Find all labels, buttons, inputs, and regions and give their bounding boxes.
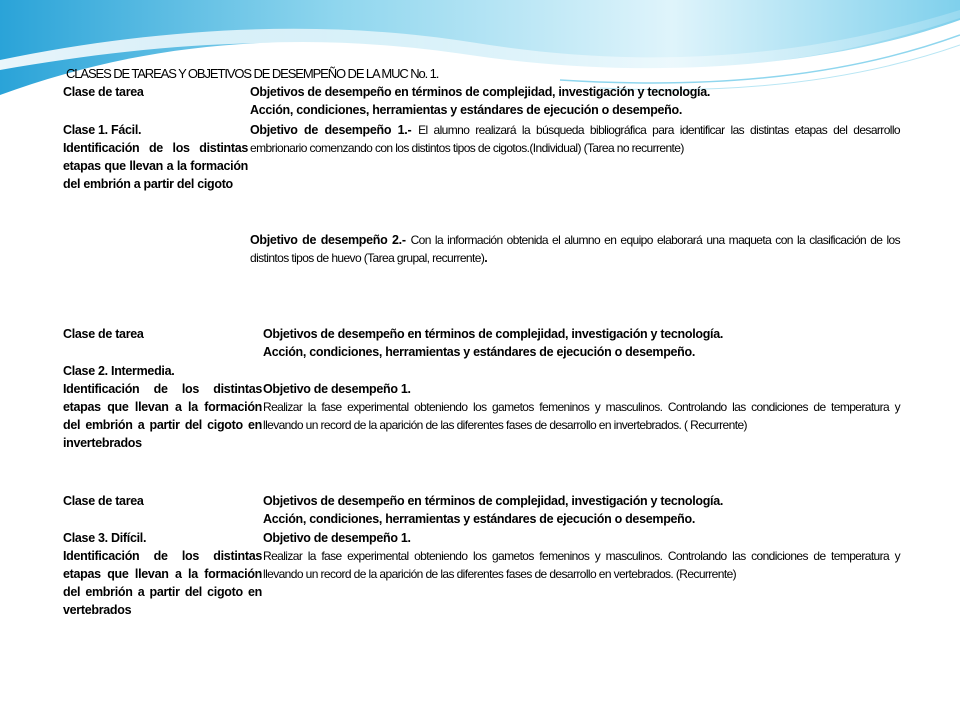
objectives-header <box>263 492 903 528</box>
objectives-header-line-1: Objetivos de desempeño en términos de complejidad, investigación y tecnología. <box>250 85 711 99</box>
objective-1 <box>263 380 900 434</box>
task-class-header: Clase de tarea <box>63 327 144 341</box>
objective-text: Realizar la fase experimental obteniendo los gametos femeninos y masculinos. Controlando las condiciones de temperatura y llevando un record de la aparición de las diferentes fases de desarrollo en vertebrados. (Recurrente) <box>263 549 900 581</box>
class-title: Clase 3. Difícil. <box>63 531 147 545</box>
objectives-header-line-1: Objetivos de desempeño en términos de complejidad, investigación y tecnología. <box>263 494 724 508</box>
objectives-header-line-2: Acción, condiciones, herramientas y estándares de ejecución o desempeño. <box>263 345 696 359</box>
objective-label: Objetivo de desempeño 1.- <box>250 123 412 137</box>
class-title: Clase 2. Intermedia. <box>63 364 175 378</box>
objective-1 <box>263 529 900 583</box>
objective-end-punct: . <box>484 251 488 265</box>
objectives-header-line-2: Acción, condiciones, herramientas y estándares de ejecución o desempeño. <box>263 512 696 526</box>
objective-2 <box>250 231 900 267</box>
objective-1 <box>250 121 900 157</box>
task-class-header: Clase de tarea <box>63 85 144 99</box>
class-title: Clase 1. Fácil. <box>63 123 142 137</box>
objectives-header <box>250 83 900 119</box>
class-description: Identificación de los distintas etapas que llevan a la formación del embrión a partir del cigoto en invertebrados <box>63 382 262 450</box>
objective-text: Realizar la fase experimental obteniendo los gametos femeninos y masculinos. Controlando las condiciones de temperatura y llevando un record de la aparición de las diferentes fases de desarrollo en invertebrados. ( Recurrente) <box>263 400 900 432</box>
objective-label: Objetivo de desempeño 1. <box>263 382 411 396</box>
objective-text: Con la información obtenida el alumno en equipo elaborará una maqueta con la clasificación de los distintos tipos de huevo (Tarea grupal, recurrente) <box>250 233 900 265</box>
objective-label: Objetivo de desempeño 1. <box>263 531 411 545</box>
class-description: Identificación de los distintas etapas que llevan a la formación del embrión a partir del cigoto en vertebrados <box>63 549 262 617</box>
objective-text: El alumno realizará la búsqueda bibliográfica para identificar las distintas etapas del desarrollo embrionario comenzando con los distintos tipos de cigotos.(Individual) (Tarea no recurrente) <box>250 123 900 155</box>
objectives-header <box>263 325 903 361</box>
task-class-header: Clase de tarea <box>63 494 144 508</box>
objective-label: Objetivo de desempeño 2.- <box>250 233 406 247</box>
document-title: CLASES DE TAREAS Y OBJETIVOS DE DESEMPEÑO DE LA MUC No. 1. <box>66 66 439 81</box>
objectives-header-line-1: Objetivos de desempeño en términos de complejidad, investigación y tecnología. <box>263 327 724 341</box>
class-cell <box>63 362 262 452</box>
objectives-header-line-2: Acción, condiciones, herramientas y estándares de ejecución o desempeño. <box>250 103 683 117</box>
class-cell <box>63 529 262 619</box>
class-cell <box>63 121 248 193</box>
class-description: Identificación de los distintas etapas que llevan a la formación del embrión a partir del cigoto <box>63 141 248 191</box>
